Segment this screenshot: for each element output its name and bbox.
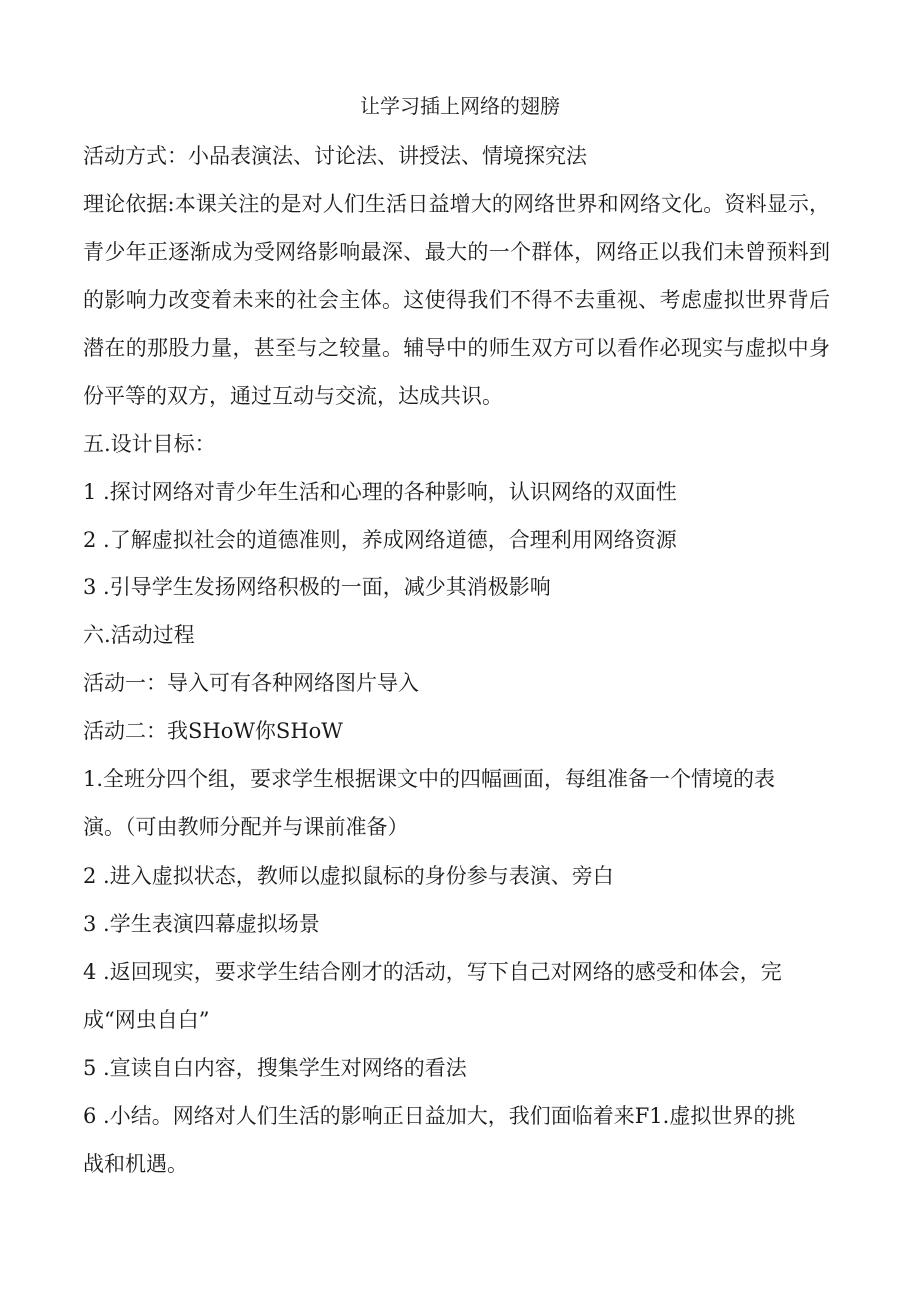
list-item-goal-1: 1 .探讨网络对青少年生活和心理的各种影响，认识网络的双面性: [83, 480, 677, 504]
text-line-theory-4: 潜在的那股力量，甚至与之较量。辅导中的师生双方可以看作必现实与虚拟中身: [83, 336, 830, 360]
list-item-step-3: 3 .学生表演四幕虚拟场景: [83, 912, 320, 936]
text-line-theory-5: 份平等的双方，通过互动与交流，达成共识。: [83, 384, 503, 408]
text-line-activity-2: 活动二：我SHoW你SHoW: [83, 719, 343, 743]
list-item-step-1b: 演。（可由教师分配并与课前准备）: [83, 815, 409, 839]
section-heading-goals: 五.设计目标：: [83, 432, 216, 456]
list-item-step-4a: 4 .返回现实，要求学生结合刚才的活动，写下自己对网络的感受和体会，完: [83, 960, 782, 984]
text-line-theory-1: 理论依据:本课关注的是对人们生活日益增大的网络世界和网络文化。资料显示，: [83, 192, 830, 216]
list-item-goal-3: 3 .引导学生发扬网络积极的一面，减少其消极影响: [83, 575, 551, 599]
list-item-step-6b: 战和机遇。: [83, 1152, 188, 1176]
list-item-step-1a: 1.全班分四个组，要求学生根据课文中的四幅画面，每组准备一个情境的表: [83, 767, 776, 791]
text-line-activity-1: 活动一：导入可有各种网络图片导入: [83, 671, 419, 695]
list-item-step-6a: 6 .小结。网络对人们生活的影响正日益加大，我们面临着来F1.虚拟世界的挑: [83, 1104, 796, 1128]
text-line-theory-3: 的影响力改变着未来的社会主体。这使得我们不得不去重视、考虑虚拟世界背后: [83, 288, 830, 312]
text-line-method: 活动方式：小品表演法、讨论法、讲授法、情境探究法: [83, 144, 587, 168]
list-item-step-5: 5 .宣读自白内容，搜集学生对网络的看法: [83, 1056, 467, 1080]
document-title: 让学习插上网络的翅膀: [360, 94, 560, 118]
text-line-theory-2: 青少年正逐渐成为受网络影响最深、最大的一个群体，网络正以我们未曾预料到: [83, 240, 830, 264]
list-item-goal-2: 2 .了解虚拟社会的道德准则，养成网络道德，合理利用网络资源: [83, 528, 677, 552]
list-item-step-2: 2 .进入虚拟状态，教师以虚拟鼠标的身份参与表演、旁白: [83, 864, 614, 888]
list-item-step-4b: 成“网虫自白”: [83, 1008, 210, 1032]
section-heading-process: 六.活动过程: [83, 623, 195, 647]
